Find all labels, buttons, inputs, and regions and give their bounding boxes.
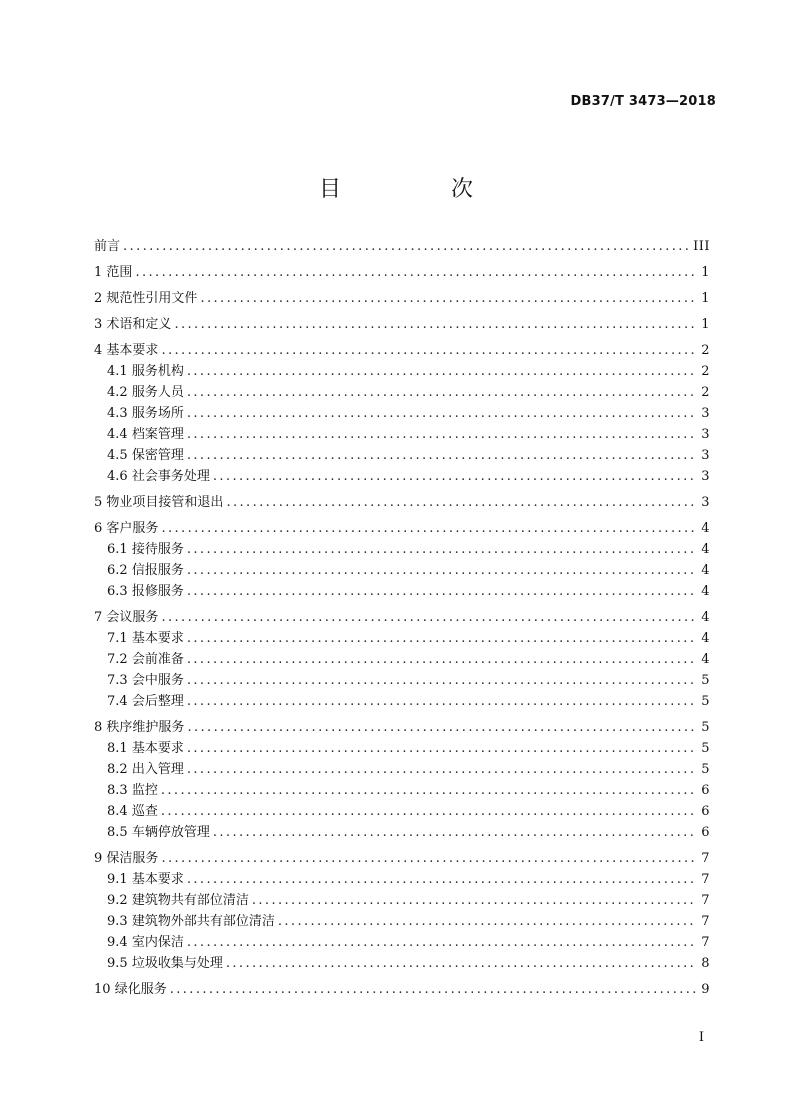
toc-entry-text: 服务场所 bbox=[131, 406, 184, 421]
toc-entry-page: 5 bbox=[701, 694, 710, 709]
toc-subentry[interactable] bbox=[94, 759, 710, 780]
toc-entry-label bbox=[94, 848, 161, 869]
toc-entry-page: 5 bbox=[701, 673, 710, 688]
toc-entry-page: 3 bbox=[701, 469, 710, 484]
toc-dot-leader bbox=[187, 869, 697, 890]
toc-entry-label bbox=[107, 581, 187, 602]
toc-entry-label bbox=[107, 780, 161, 801]
toc-dot-leader bbox=[174, 314, 697, 335]
toc-entry-number: 2 bbox=[94, 291, 103, 306]
toc-subentry[interactable] bbox=[94, 801, 710, 822]
toc-entry-page: 6 bbox=[701, 783, 710, 798]
toc-subentry[interactable] bbox=[94, 581, 710, 602]
toc-entry-text: 巡查 bbox=[131, 804, 158, 819]
toc-entry-number: 4.3 bbox=[107, 406, 128, 421]
toc-entry-text: 基本要求 bbox=[131, 631, 184, 646]
toc-dot-leader bbox=[161, 340, 697, 361]
toc-entry-label bbox=[94, 236, 123, 257]
toc-entry[interactable] bbox=[94, 236, 710, 257]
toc-entry-number: 7.2 bbox=[107, 652, 128, 667]
toc-entry-page: 2 bbox=[701, 364, 710, 379]
toc-entry-label bbox=[94, 607, 161, 628]
toc-dot-leader bbox=[187, 691, 697, 712]
toc-entry-text: 客户服务 bbox=[106, 521, 159, 536]
toc-entry-text: 车辆停放管理 bbox=[131, 825, 210, 840]
toc-entry-number: 7 bbox=[94, 610, 103, 625]
toc-entry-label bbox=[107, 649, 187, 670]
toc-entry-number: 10 bbox=[94, 982, 111, 997]
toc-dot-leader bbox=[252, 890, 697, 911]
toc-subentry[interactable] bbox=[94, 911, 710, 932]
toc-entry-text: 出入管理 bbox=[131, 762, 184, 777]
toc-entry-number: 4.1 bbox=[107, 364, 128, 379]
document-code: DB37/T 3473—2018 bbox=[570, 94, 716, 109]
toc-entry-text: 报修服务 bbox=[131, 584, 184, 599]
toc-entry-page: 4 bbox=[701, 584, 710, 599]
toc-entry-text: 基本要求 bbox=[131, 872, 184, 887]
toc-subentry[interactable] bbox=[94, 424, 710, 445]
toc-dot-leader bbox=[187, 424, 697, 445]
toc-entry-label bbox=[94, 717, 187, 738]
toc-subentry[interactable] bbox=[94, 822, 710, 843]
toc-subentry[interactable] bbox=[94, 670, 710, 691]
toc-entry-number: 6.2 bbox=[107, 563, 128, 578]
toc-entry[interactable] bbox=[94, 314, 710, 335]
toc-entry-page: 4 bbox=[701, 521, 710, 536]
toc-entry-number: 7.1 bbox=[107, 631, 128, 646]
toc-dot-leader bbox=[213, 822, 697, 843]
toc-entry-label bbox=[107, 628, 187, 649]
toc-entry-label bbox=[94, 262, 135, 283]
toc-subentry[interactable] bbox=[94, 361, 710, 382]
toc-entry-text: 室内保洁 bbox=[131, 935, 184, 950]
toc-subentry[interactable] bbox=[94, 382, 710, 403]
toc-entry-page: 2 bbox=[701, 385, 710, 400]
toc-dot-leader bbox=[187, 759, 697, 780]
toc-entry-label bbox=[94, 492, 226, 513]
toc-dot-leader bbox=[187, 932, 697, 953]
toc-entry-page: 3 bbox=[701, 448, 710, 463]
toc-entry-label bbox=[94, 518, 161, 539]
toc-entry-page: 7 bbox=[701, 851, 710, 866]
toc-entry-label bbox=[107, 466, 213, 487]
toc-entry-text: 监控 bbox=[131, 783, 158, 798]
toc-entry-page: 2 bbox=[701, 343, 710, 358]
toc-entry-label bbox=[107, 822, 213, 843]
toc-dot-leader bbox=[187, 738, 697, 759]
toc-entry[interactable] bbox=[94, 492, 710, 513]
toc-title: 目 次 bbox=[318, 177, 517, 202]
toc-entry-number: 8.2 bbox=[107, 762, 128, 777]
toc-entry-page: 3 bbox=[701, 406, 710, 421]
toc-subentry[interactable] bbox=[94, 691, 710, 712]
toc-dot-leader bbox=[187, 560, 697, 581]
toc-dot-leader bbox=[187, 539, 697, 560]
toc-entry-label bbox=[107, 932, 187, 953]
toc-entry-number: 8.1 bbox=[107, 741, 128, 756]
table-of-contents bbox=[94, 236, 710, 1000]
toc-entry-number: 7.3 bbox=[107, 673, 128, 688]
toc-entry-text: 范围 bbox=[106, 265, 133, 280]
toc-dot-leader bbox=[123, 236, 689, 257]
toc-dot-leader bbox=[187, 670, 697, 691]
toc-entry-number: 4.4 bbox=[107, 427, 128, 442]
toc-entry-page: 7 bbox=[701, 914, 710, 929]
toc-entry-number: 8.3 bbox=[107, 783, 128, 798]
toc-entry-label bbox=[107, 801, 161, 822]
toc-entry-text: 垃圾收集与处理 bbox=[131, 956, 223, 971]
toc-entry-page: 4 bbox=[701, 631, 710, 646]
toc-entry-label bbox=[94, 340, 161, 361]
toc-entry-page: 3 bbox=[701, 495, 710, 510]
toc-dot-leader bbox=[278, 911, 697, 932]
toc-entry-page: 6 bbox=[701, 804, 710, 819]
toc-entry-page: 5 bbox=[701, 741, 710, 756]
toc-dot-leader bbox=[161, 801, 697, 822]
toc-entry-text: 会后整理 bbox=[131, 694, 184, 709]
toc-entry[interactable] bbox=[94, 340, 710, 361]
toc-dot-leader bbox=[226, 953, 697, 974]
toc-entry-page: 5 bbox=[701, 762, 710, 777]
toc-entry-label bbox=[94, 979, 170, 1000]
toc-entry-number: 9.4 bbox=[107, 935, 128, 950]
toc-entry-label bbox=[107, 691, 187, 712]
toc-entry-label bbox=[107, 869, 187, 890]
toc-entry-label bbox=[107, 382, 187, 403]
toc-subentry[interactable] bbox=[94, 560, 710, 581]
toc-entry-text: 接待服务 bbox=[131, 542, 184, 557]
toc-entry-text: 保洁服务 bbox=[106, 851, 159, 866]
toc-dot-leader bbox=[170, 979, 698, 1000]
toc-entry-page: 7 bbox=[701, 893, 710, 908]
toc-dot-leader bbox=[226, 492, 697, 513]
toc-dot-leader bbox=[187, 717, 697, 738]
toc-entry-number: 6.3 bbox=[107, 584, 128, 599]
toc-entry-text: 服务人员 bbox=[131, 385, 184, 400]
toc-entry-label bbox=[107, 560, 187, 581]
toc-entry-page: 3 bbox=[701, 427, 710, 442]
toc-dot-leader bbox=[213, 466, 697, 487]
toc-entry-number: 8.5 bbox=[107, 825, 128, 840]
toc-entry-text: 档案管理 bbox=[131, 427, 184, 442]
toc-entry-page: 6 bbox=[701, 825, 710, 840]
toc-entry[interactable] bbox=[94, 518, 710, 539]
toc-entry-text: 物业项目接管和退出 bbox=[106, 495, 224, 510]
toc-entry-text: 基本要求 bbox=[106, 343, 159, 358]
toc-entry-page: 1 bbox=[701, 317, 710, 332]
toc-entry-text: 会前准备 bbox=[131, 652, 184, 667]
toc-dot-leader bbox=[187, 628, 697, 649]
toc-entry-text: 术语和定义 bbox=[106, 317, 172, 332]
toc-dot-leader bbox=[161, 780, 697, 801]
toc-entry[interactable] bbox=[94, 288, 710, 309]
toc-entry-number: 6.1 bbox=[107, 542, 128, 557]
toc-entry-page: 4 bbox=[701, 652, 710, 667]
toc-dot-leader bbox=[187, 445, 697, 466]
toc-entry-label bbox=[107, 738, 187, 759]
toc-entry-text: 绿化服务 bbox=[114, 982, 167, 997]
toc-dot-leader bbox=[161, 607, 697, 628]
toc-subentry[interactable] bbox=[94, 649, 710, 670]
toc-dot-leader bbox=[200, 288, 697, 309]
toc-entry-label bbox=[107, 445, 187, 466]
toc-subentry[interactable] bbox=[94, 466, 710, 487]
toc-entry-page: 7 bbox=[701, 872, 710, 887]
toc-entry-number: 8 bbox=[94, 720, 103, 735]
toc-entry-page: 8 bbox=[701, 956, 710, 971]
toc-entry-page: 1 bbox=[701, 291, 710, 306]
toc-dot-leader bbox=[161, 848, 697, 869]
toc-dot-leader bbox=[187, 361, 697, 382]
toc-entry-text: 秩序维护服务 bbox=[106, 720, 185, 735]
toc-dot-leader bbox=[187, 382, 697, 403]
toc-entry-number: 1 bbox=[94, 265, 103, 280]
toc-subentry[interactable] bbox=[94, 628, 710, 649]
toc-entry-number: 9.2 bbox=[107, 893, 128, 908]
toc-entry-text: 社会事务处理 bbox=[131, 469, 210, 484]
toc-entry-page: 1 bbox=[701, 265, 710, 280]
toc-dot-leader bbox=[161, 518, 697, 539]
toc-subentry[interactable] bbox=[94, 780, 710, 801]
toc-entry-label bbox=[107, 890, 252, 911]
toc-dot-leader bbox=[187, 649, 697, 670]
toc-subentry[interactable] bbox=[94, 738, 710, 759]
toc-entry-text: 建筑物外部共有部位清洁 bbox=[131, 914, 275, 929]
toc-entry-text: 会议服务 bbox=[106, 610, 159, 625]
toc-entry-text: 保密管理 bbox=[131, 448, 184, 463]
toc-entry-label bbox=[94, 314, 174, 335]
toc-entry[interactable] bbox=[94, 262, 710, 283]
toc-entry-text: 会中服务 bbox=[131, 673, 184, 688]
toc-entry-label bbox=[94, 288, 200, 309]
toc-entry-number: 9.1 bbox=[107, 872, 128, 887]
toc-entry-page: 4 bbox=[701, 542, 710, 557]
toc-entry-number: 5 bbox=[94, 495, 103, 510]
toc-entry-text: 服务机构 bbox=[131, 364, 184, 379]
toc-entry-page: 5 bbox=[701, 720, 710, 735]
toc-dot-leader bbox=[187, 403, 697, 424]
toc-entry[interactable] bbox=[94, 848, 710, 869]
toc-entry-label bbox=[107, 361, 187, 382]
toc-entry-text: 信报服务 bbox=[131, 563, 184, 578]
toc-entry-page: 9 bbox=[701, 982, 710, 997]
toc-entry[interactable] bbox=[94, 979, 710, 1000]
toc-entry-label bbox=[107, 953, 226, 974]
toc-entry-text: 基本要求 bbox=[131, 741, 184, 756]
toc-entry-page: 4 bbox=[701, 563, 710, 578]
toc-entry-number: 7.4 bbox=[107, 694, 128, 709]
toc-entry-label bbox=[107, 539, 187, 560]
toc-entry-page: III bbox=[693, 239, 710, 254]
toc-entry-number: 4.6 bbox=[107, 469, 128, 484]
toc-subentry[interactable] bbox=[94, 890, 710, 911]
toc-entry-label bbox=[107, 403, 187, 424]
toc-entry[interactable] bbox=[94, 607, 710, 628]
toc-entry-number: 3 bbox=[94, 317, 103, 332]
toc-entry-number: 6 bbox=[94, 521, 103, 536]
toc-subentry[interactable] bbox=[94, 539, 710, 560]
toc-subentry[interactable] bbox=[94, 445, 710, 466]
toc-entry-number: 8.4 bbox=[107, 804, 128, 819]
toc-entry-page: 7 bbox=[701, 935, 710, 950]
toc-entry-number: 9 bbox=[94, 851, 103, 866]
toc-entry-number: 4.2 bbox=[107, 385, 128, 400]
toc-entry-text: 建筑物共有部位清洁 bbox=[131, 893, 249, 908]
toc-entry-number: 4.5 bbox=[107, 448, 128, 463]
toc-dot-leader bbox=[135, 262, 697, 283]
toc-subentry[interactable] bbox=[94, 932, 710, 953]
toc-entry-text: 前言 bbox=[94, 239, 121, 254]
toc-entry[interactable] bbox=[94, 717, 710, 738]
toc-dot-leader bbox=[187, 581, 697, 602]
toc-subentry[interactable] bbox=[94, 869, 710, 890]
toc-entry-number: 9.5 bbox=[107, 956, 128, 971]
toc-entry-label bbox=[107, 670, 187, 691]
toc-subentry[interactable] bbox=[94, 403, 710, 424]
page-number: I bbox=[698, 1030, 704, 1045]
toc-entry-label bbox=[107, 911, 278, 932]
toc-entry-number: 9.3 bbox=[107, 914, 128, 929]
toc-subentry[interactable] bbox=[94, 953, 710, 974]
toc-entry-page: 4 bbox=[701, 610, 710, 625]
toc-entry-text: 规范性引用文件 bbox=[106, 291, 198, 306]
toc-entry-number: 4 bbox=[94, 343, 103, 358]
toc-entry-label bbox=[107, 759, 187, 780]
toc-entry-label bbox=[107, 424, 187, 445]
